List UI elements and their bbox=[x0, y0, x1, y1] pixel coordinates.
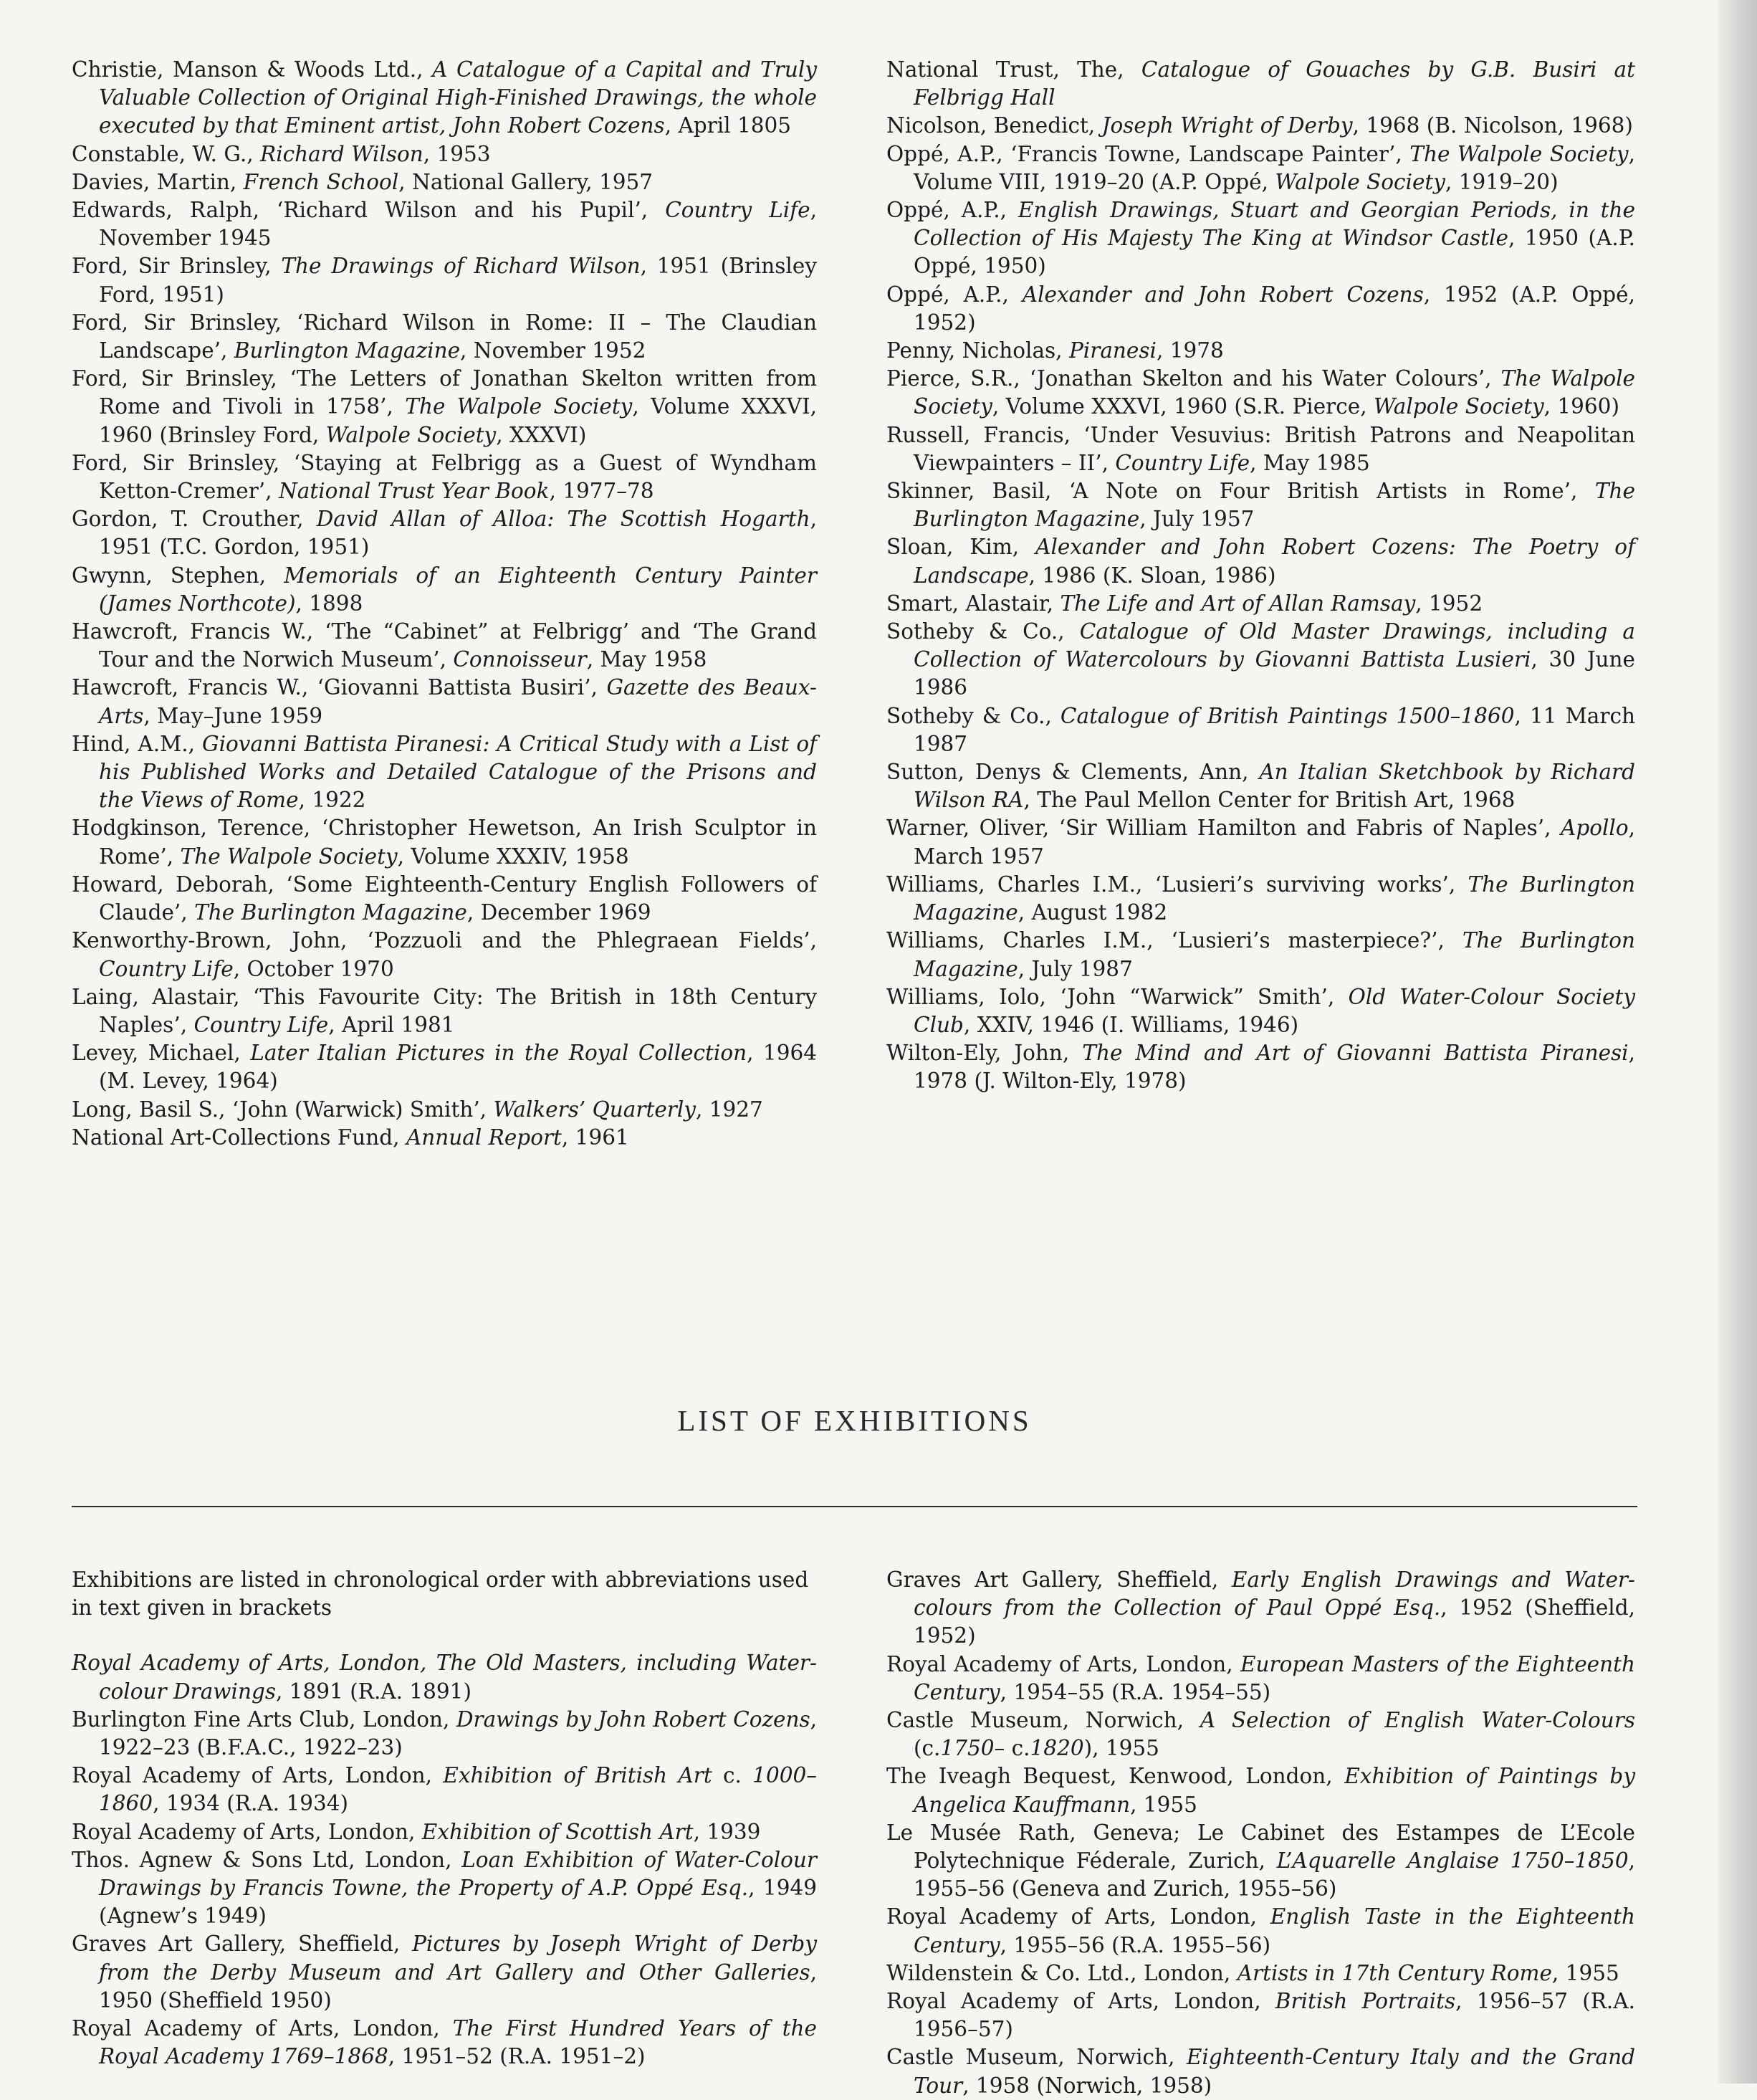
heading-rule bbox=[72, 1506, 1637, 1507]
entry-text: Constable, W. G., bbox=[72, 141, 261, 166]
reference-entry bbox=[72, 871, 817, 927]
italic-title: The First Hundred Years of the Royal Academy 1769–1868 bbox=[99, 2016, 817, 2069]
entry-text: , 1964 (M. Levey, 1964) bbox=[99, 1041, 817, 1094]
italic-title: National Trust Year Book bbox=[278, 479, 550, 504]
entry-text: Skinner, Basil, ‘A Note on Four British Artists in Rome’, bbox=[886, 479, 1595, 504]
entry-text: , 1955 bbox=[1551, 1960, 1619, 1985]
italic-title: English Taste in the Eighteenth Century bbox=[914, 1904, 1635, 1957]
italic-title: The Mind and Art of Giovanni Battista Piranesi bbox=[1082, 1041, 1629, 1066]
entry-text: , 1968 (B. Nicolson, 1968) bbox=[1352, 113, 1633, 138]
entry-text: , 1950 (Sheffield 1950) bbox=[99, 1960, 817, 2013]
entry-text: Penny, Nicholas, bbox=[886, 338, 1069, 363]
italic-title: Exhibition of British Art bbox=[443, 1763, 712, 1788]
reference-entry bbox=[886, 1819, 1635, 1904]
italic-title: Country Life bbox=[665, 198, 810, 223]
italic-title: Giovanni Battista Piranesi: A Critical Study with a List of his Published Works and Detailed Catalogue of the Prisons and the Views of Rome bbox=[99, 731, 817, 813]
entry-text: , 1955–56 (R.A. 1955–56) bbox=[1000, 1932, 1271, 1957]
entry-text: , 1955–56 (Geneva and Zurich, 1955–56) bbox=[914, 1848, 1635, 1901]
entry-text: Wilton-Ely, John, bbox=[886, 1041, 1083, 1066]
italic-title: 1000–1860 bbox=[99, 1763, 817, 1816]
reference-entry bbox=[72, 309, 817, 365]
reference-entry bbox=[886, 281, 1635, 337]
entry-text: Graves Art Gallery, Sheffield, bbox=[886, 1567, 1232, 1592]
entry-text: , 1961 bbox=[561, 1125, 629, 1150]
italic-title: The Walpole Society bbox=[405, 394, 633, 419]
entry-text: , National Gallery, 1957 bbox=[398, 169, 654, 194]
entry-text: , Volume XXXVI, 1960 (Brinsley Ford, bbox=[99, 394, 817, 447]
italic-title: French School bbox=[243, 169, 399, 194]
italic-title: 1750 bbox=[940, 1736, 995, 1761]
reference-entry bbox=[886, 1987, 1635, 2043]
entry-text: , 1939 bbox=[693, 1819, 761, 1844]
reference-entry bbox=[72, 505, 817, 561]
reference-entry bbox=[72, 1124, 817, 1152]
italic-title: Loan Exhibition of Water-Colour Drawings by Francis Towne, the Property of A.P. Oppé Esq. bbox=[99, 1847, 818, 1901]
entry-text: (c. bbox=[914, 1736, 941, 1761]
entry-text: – c. bbox=[994, 1736, 1030, 1761]
page-edge-shadow bbox=[1717, 0, 1757, 2084]
italic-title: European Masters of the Eighteenth Century bbox=[914, 1651, 1635, 1704]
exhibitions-heading: LIST OF EXHIBITIONS bbox=[677, 1404, 1032, 1437]
reference-entry bbox=[72, 1649, 817, 1705]
reference-entry bbox=[72, 730, 817, 815]
entry-text: Castle Museum, Norwich, bbox=[886, 2045, 1187, 2070]
italic-title: The Burlington Magazine bbox=[914, 479, 1635, 532]
reference-entry bbox=[886, 112, 1635, 140]
italic-title: Connoisseur bbox=[453, 647, 587, 672]
reference-entry bbox=[72, 1039, 817, 1095]
exhibitions-list-left bbox=[72, 1649, 817, 2071]
italic-title: The Burlington Magazine bbox=[194, 900, 467, 925]
entry-text: , 1922–23 (B.F.A.C., 1922–23) bbox=[99, 1707, 817, 1760]
entry-text: Sloan, Kim, bbox=[886, 535, 1036, 560]
entry-text: , 1952 bbox=[1415, 591, 1483, 616]
entry-text: Castle Museum, Norwich, bbox=[886, 1708, 1200, 1733]
reference-entry bbox=[72, 2015, 817, 2071]
entry-text: , 1950 (A.P. Oppé, 1950) bbox=[914, 226, 1635, 279]
reference-entry bbox=[72, 196, 817, 252]
entry-text: Levey, Michael, bbox=[72, 1041, 251, 1066]
entry-text: , May–June 1959 bbox=[143, 703, 323, 728]
entry-text: , November 1945 bbox=[99, 198, 817, 251]
entry-text: , XXIV, 1946 (I. Williams, 1946) bbox=[963, 1012, 1299, 1037]
italic-title: English Drawings, Stuart and Georgian Periods, in the Collection of His Majesty The King at Windsor Castle bbox=[914, 198, 1635, 251]
entry-text: Kenworthy-Brown, John, ‘Pozzuoli and the Phlegraean Fields’, bbox=[72, 928, 817, 953]
entry-text: Ford, Sir Brinsley, bbox=[72, 254, 282, 279]
italic-title: Catalogue of British Paintings 1500–1860 bbox=[1060, 703, 1515, 728]
reference-entry bbox=[886, 927, 1635, 983]
reference-entry bbox=[886, 871, 1635, 927]
entry-text: Long, Basil S., ‘John (Warwick) Smith’, bbox=[72, 1097, 494, 1122]
entry-text: Pierce, S.R., ‘Jonathan Skelton and his Water Colours’, bbox=[886, 366, 1501, 391]
entry-text: Sutton, Denys & Clements, Ann, bbox=[886, 760, 1260, 785]
entry-text: Davies, Martin, bbox=[72, 169, 244, 194]
entry-text: , 1986 (K. Sloan, 1986) bbox=[1028, 563, 1276, 588]
bibliography-column-left bbox=[72, 56, 817, 1152]
italic-title: Walpole Society bbox=[1374, 394, 1544, 419]
entry-text: Gordon, T. Crouther, bbox=[72, 507, 317, 532]
reference-entry bbox=[72, 618, 817, 674]
entry-text: Wildenstein & Co. Ltd., London, bbox=[886, 1960, 1237, 1985]
italic-title: Early English Drawings and Water-colours from the Collection of Paul Oppé Esq. bbox=[914, 1567, 1635, 1621]
entry-text: , May 1958 bbox=[586, 647, 707, 672]
entry-text: Graves Art Gallery, Sheffield, bbox=[72, 1932, 413, 1957]
entry-text: , 1956–57 (R.A. 1956–57) bbox=[914, 1989, 1635, 2042]
reference-entry bbox=[886, 140, 1635, 196]
entry-text: , 1978 (J. Wilton-Ely, 1978) bbox=[914, 1041, 1635, 1094]
reference-entry bbox=[72, 674, 817, 730]
reference-entry bbox=[886, 618, 1635, 702]
italic-title: Later Italian Pictures in the Royal Collection bbox=[250, 1041, 747, 1066]
italic-title: Alexander and John Robert Cozens: The Poetry of Landscape bbox=[914, 535, 1635, 588]
reference-entry bbox=[886, 1651, 1635, 1707]
entry-text: , 1951–52 (R.A. 1951–2) bbox=[388, 2044, 646, 2069]
italic-title: Royal Academy of Arts, London, The Old Masters, including Water-colour Drawings bbox=[72, 1651, 817, 1704]
reference-entry bbox=[886, 1566, 1635, 1651]
reference-entry bbox=[72, 1762, 817, 1818]
italic-title: Richard Wilson bbox=[260, 141, 423, 166]
reference-entry bbox=[886, 1960, 1635, 1987]
entry-text: , 1953 bbox=[423, 141, 491, 166]
reference-entry bbox=[72, 140, 817, 168]
italic-title: Walpole Society bbox=[1275, 169, 1445, 194]
reference-entry bbox=[886, 1707, 1635, 1762]
italic-title: Old Water-Colour Society Club bbox=[914, 984, 1635, 1037]
reference-entry bbox=[886, 590, 1635, 618]
reference-entry bbox=[886, 421, 1635, 477]
entry-text: Royal Academy of Arts, London, bbox=[886, 1904, 1270, 1929]
entry-text: , 1898 bbox=[295, 591, 363, 616]
exhibitions-column-right bbox=[886, 1566, 1635, 2100]
entry-text: Royal Academy of Arts, London, bbox=[72, 1819, 422, 1844]
reference-entry bbox=[886, 1039, 1635, 1095]
entry-text: Royal Academy of Arts, London, bbox=[72, 2016, 453, 2041]
entry-text: , 1951 (T.C. Gordon, 1951) bbox=[99, 507, 817, 560]
italic-title: The Drawings of Richard Wilson bbox=[281, 254, 641, 279]
italic-title: David Allan of Alloa: The Scottish Hogarth bbox=[316, 507, 810, 532]
italic-title: The Burlington Magazine bbox=[914, 928, 1635, 981]
italic-title: Catalogue of Gouaches by G.B. Busiri at Felbrigg Hall bbox=[914, 57, 1636, 110]
exhibitions-column-left bbox=[72, 1566, 817, 2071]
entry-text: , 1949 (Agnew’s 1949) bbox=[99, 1876, 817, 1929]
italic-title: Catalogue of Old Master Drawings, including a Collection of Watercolours by Giovanni Battista Lusieri bbox=[914, 619, 1635, 672]
entry-text: , Volume XXXIV, 1958 bbox=[397, 844, 629, 869]
entry-text: , 1952 (Sheffield, 1952) bbox=[914, 1595, 1635, 1648]
entry-text: Russell, Francis, ‘Under Vesuvius: British Patrons and Neapolitan Viewpainters – II’, bbox=[886, 422, 1635, 475]
entry-text: , April 1805 bbox=[664, 113, 792, 138]
entry-text: Sotheby & Co., bbox=[886, 703, 1061, 728]
italic-title: The Burlington Magazine bbox=[914, 872, 1635, 925]
reference-entry bbox=[72, 983, 817, 1039]
exhibitions-intro: Exhibitions are listed in chronological order with abbreviations used in text given in brackets bbox=[72, 1567, 809, 1621]
entry-text: , October 1970 bbox=[233, 956, 394, 981]
reference-entry bbox=[72, 927, 817, 983]
entry-text: , Volume XXXVI, 1960 (S.R. Pierce, bbox=[992, 394, 1374, 419]
entry-text: Hind, A.M., bbox=[72, 731, 203, 756]
entry-text: , Volume VIII, 1919–20 (A.P. Oppé, bbox=[914, 141, 1635, 194]
entry-text: Williams, Iolo, ‘John “Warwick” Smith’, bbox=[886, 984, 1349, 1009]
reference-entry bbox=[886, 337, 1635, 365]
entry-text: , July 1987 bbox=[1018, 956, 1133, 981]
entry-text: Oppé, A.P., ‘Francis Towne, Landscape Painter’, bbox=[886, 141, 1410, 166]
reference-entry bbox=[72, 449, 817, 505]
italic-title: Walkers’ Quarterly bbox=[493, 1097, 696, 1122]
italic-title: An Italian Sketchbook by Richard Wilson RA bbox=[914, 760, 1635, 813]
italic-title: Country Life bbox=[99, 956, 234, 981]
entry-text: , 1951 (Brinsley Ford, 1951) bbox=[99, 254, 817, 307]
entry-text: , 1952 (A.P. Oppé, 1952) bbox=[914, 282, 1636, 335]
italic-title: A Selection of English Water-Colours bbox=[1200, 1708, 1636, 1733]
entry-text: , 11 March 1987 bbox=[914, 703, 1635, 756]
italic-title: A Catalogue of a Capital and Truly Valuable Collection of Original High-Finished Drawings, the whole executed by that Eminent artist, John Robert Cozens bbox=[99, 57, 817, 138]
reference-entry bbox=[886, 477, 1635, 533]
entry-text: Sotheby & Co., bbox=[886, 619, 1080, 644]
reference-entry bbox=[886, 1762, 1635, 1818]
entry-text: Howard, Deborah, ‘Some Eighteenth-Century English Followers of Claude’, bbox=[72, 872, 817, 925]
italic-title: Country Life bbox=[193, 1012, 329, 1037]
reference-entry bbox=[72, 1706, 817, 1762]
reference-entry bbox=[886, 1903, 1635, 1959]
reference-entry bbox=[72, 814, 817, 870]
italic-title: British Portraits bbox=[1275, 1989, 1456, 2014]
entry-text: Smart, Alastair, bbox=[886, 591, 1061, 616]
reference-entry bbox=[886, 365, 1635, 421]
reference-entry bbox=[886, 758, 1635, 814]
reference-entry bbox=[886, 702, 1635, 758]
entry-text: , 30 June 1986 bbox=[914, 647, 1635, 700]
entry-text: , July 1957 bbox=[1139, 507, 1255, 532]
entry-text: , 1954–55 (R.A. 1954–55) bbox=[1000, 1679, 1271, 1704]
italic-title: Exhibition of Paintings by Angelica Kauffmann bbox=[914, 1764, 1635, 1817]
entry-text: , XXXVI) bbox=[496, 422, 587, 447]
italic-title: Country Life bbox=[1115, 450, 1250, 475]
entry-text: Ford, Sir Brinsley, ‘The Letters of Jonathan Skelton written from Rome and Tivoli in 1758’, bbox=[72, 366, 817, 419]
bibliography-column-right bbox=[886, 56, 1635, 1096]
entry-text: , December 1969 bbox=[466, 900, 651, 925]
italic-title: The Life and Art of Allan Ramsay bbox=[1060, 591, 1416, 616]
entry-text: Royal Academy of Arts, London, bbox=[72, 1763, 444, 1788]
reference-entry bbox=[72, 365, 817, 449]
italic-title: Apollo bbox=[1561, 816, 1629, 841]
reference-entry bbox=[72, 1846, 817, 1931]
reference-entry bbox=[72, 562, 817, 618]
entry-text: Hawcroft, Francis W., ‘Giovanni Battista Busiri’, bbox=[72, 675, 607, 700]
entry-text: Oppé, A.P., bbox=[886, 282, 1023, 307]
entry-text: , August 1982 bbox=[1018, 900, 1168, 925]
reference-entry bbox=[72, 168, 817, 196]
entry-text: , 1978 bbox=[1156, 338, 1224, 363]
entry-text: Williams, Charles I.M., ‘Lusieri’s surviving works’, bbox=[886, 872, 1468, 897]
entry-text: , The Paul Mellon Center for British Art, 1968 bbox=[1023, 788, 1516, 813]
entry-text: , April 1981 bbox=[328, 1012, 455, 1037]
italic-title: Walpole Society bbox=[325, 422, 497, 447]
reference-entry bbox=[72, 1930, 817, 2015]
italic-title: Joseph Wright of Derby bbox=[1101, 113, 1353, 138]
entry-text: Thos. Agnew & Sons Ltd, London, bbox=[72, 1847, 462, 1872]
entry-text: , 1919–20) bbox=[1445, 169, 1559, 194]
reference-entry bbox=[886, 196, 1635, 281]
entry-text: , March 1957 bbox=[914, 816, 1635, 869]
entry-text: National Art-Collections Fund, bbox=[72, 1125, 406, 1150]
entry-text: , November 1952 bbox=[460, 338, 646, 363]
entry-text: Le Musée Rath, Geneva; Le Cabinet des Estampes de L’Ecole Polytechnique Féderale, Zurich, bbox=[886, 1820, 1635, 1874]
reference-entry bbox=[72, 1096, 817, 1124]
italic-title: The Walpole Society bbox=[1409, 141, 1629, 166]
entry-text: , May 1985 bbox=[1250, 450, 1370, 475]
entry-text: Oppé, A.P., bbox=[886, 198, 1018, 223]
italic-title: Pictures by Joseph Wright of Derby from the Derby Museum and Art Gallery and Other Galleries bbox=[99, 1932, 817, 1985]
reference-entry bbox=[886, 983, 1635, 1039]
entry-text: Christie, Manson & Woods Ltd., bbox=[72, 57, 433, 82]
italic-title: Artists in 17th Century Rome bbox=[1237, 1960, 1552, 1985]
italic-title: Drawings by John Robert Cozens bbox=[456, 1707, 810, 1732]
entry-text: , 1977–78 bbox=[549, 479, 654, 504]
reference-entry bbox=[72, 56, 817, 140]
entry-text: Edwards, Ralph, ‘Richard Wilson and his Pupil’, bbox=[72, 198, 666, 223]
italic-title: Gazette des Beaux-Arts bbox=[99, 675, 817, 728]
reference-entry bbox=[72, 1818, 817, 1846]
entry-text: Williams, Charles I.M., ‘Lusieri’s masterpiece?’, bbox=[886, 928, 1462, 953]
italic-title: The Walpole Society bbox=[180, 844, 398, 869]
italic-title: Piranesi bbox=[1068, 338, 1157, 363]
italic-title: 1820 bbox=[1030, 1736, 1084, 1761]
italic-title: Alexander and John Robert Cozens bbox=[1022, 282, 1424, 307]
reference-entry bbox=[72, 252, 817, 308]
italic-title: L’Aquarelle Anglaise 1750–1850 bbox=[1276, 1848, 1629, 1874]
italic-title: Annual Report bbox=[406, 1125, 562, 1150]
entry-text: , 1922 bbox=[298, 788, 366, 813]
entry-text: ), 1955 bbox=[1083, 1736, 1159, 1761]
entry-text: Ford, Sir Brinsley, ‘Staying at Felbrigg as a Guest of Wyndham Ketton-Cremer’, bbox=[72, 450, 817, 504]
italic-title: Memorials of an Eighteenth Century Painter (James Northcote) bbox=[99, 563, 817, 616]
entry-text: The Iveagh Bequest, Kenwood, London, bbox=[886, 1764, 1345, 1789]
reference-entry bbox=[886, 56, 1635, 112]
entry-text: , 1934 (R.A. 1934) bbox=[153, 1791, 349, 1816]
reference-entry bbox=[886, 814, 1635, 870]
reference-entry bbox=[886, 533, 1635, 589]
italic-title: The Walpole Society bbox=[914, 366, 1635, 419]
entry-text: , 1891 (R.A. 1891) bbox=[276, 1679, 471, 1704]
entry-text: Hodgkinson, Terence, ‘Christopher Hewetson, An Irish Sculptor in Rome’, bbox=[72, 816, 817, 869]
entry-text: Royal Academy of Arts, London, bbox=[886, 1989, 1275, 2014]
entry-text: Nicolson, Benedict, bbox=[886, 113, 1102, 138]
entry-text: , 1960) bbox=[1543, 394, 1619, 419]
italic-title: Eighteenth-Century Italy and the Grand Tour bbox=[914, 2045, 1635, 2098]
reference-entry bbox=[886, 2043, 1635, 2099]
entry-text: , 1955 bbox=[1130, 1792, 1197, 1817]
entry-text: Burlington Fine Arts Club, London, bbox=[72, 1707, 456, 1732]
entry-text: c. bbox=[712, 1763, 753, 1788]
entry-text: Warner, Oliver, ‘Sir William Hamilton and Fabris of Naples’, bbox=[886, 816, 1561, 841]
entry-text: , 1958 (Norwich, 1958) bbox=[962, 2073, 1212, 2098]
entry-text: Royal Academy of Arts, London, bbox=[886, 1651, 1241, 1676]
italic-title: Exhibition of Scottish Art bbox=[421, 1819, 694, 1844]
italic-title: Burlington Magazine bbox=[234, 338, 461, 363]
entry-text: Laing, Alastair, ‘This Favourite City: The British in 18th Century Naples’, bbox=[72, 984, 817, 1037]
entry-text: Ford, Sir Brinsley, ‘Richard Wilson in Rome: II – The Claudian Landscape’, bbox=[72, 310, 817, 363]
entry-text: National Trust, The, bbox=[886, 57, 1141, 82]
entry-text: , 1927 bbox=[695, 1097, 763, 1122]
entry-text: Hawcroft, Francis W., ‘The “Cabinet” at Felbrigg’ and ‘The Grand Tour and the Norwich Museum’, bbox=[72, 619, 817, 672]
entry-text: Gwynn, Stephen, bbox=[72, 563, 284, 588]
